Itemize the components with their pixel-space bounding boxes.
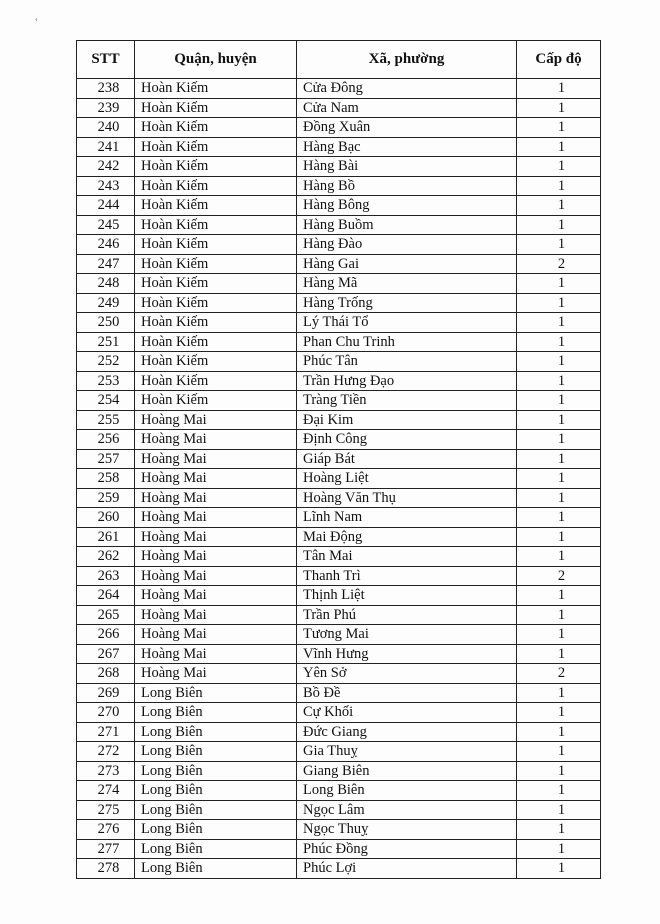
cell-level: 1 <box>517 859 601 879</box>
cell-level: 1 <box>517 235 601 255</box>
cell-stt: 268 <box>77 664 135 684</box>
cell-ward: Cự Khối <box>297 703 517 723</box>
cell-stt: 261 <box>77 527 135 547</box>
cell-district: Hoàn Kiếm <box>135 274 297 294</box>
cell-district: Long Biên <box>135 722 297 742</box>
table-row <box>77 683 601 703</box>
cell-stt: 246 <box>77 235 135 255</box>
cell-district: Hoàn Kiếm <box>135 118 297 138</box>
table-row <box>77 488 601 508</box>
cell-stt: 254 <box>77 391 135 411</box>
cell-level: 1 <box>517 157 601 177</box>
table-row <box>77 605 601 625</box>
table-row <box>77 644 601 664</box>
cell-level: 1 <box>517 742 601 762</box>
cell-district: Hoàng Mai <box>135 527 297 547</box>
cell-district: Hoàn Kiếm <box>135 371 297 391</box>
cell-ward: Hàng Bạc <box>297 137 517 157</box>
cell-stt: 245 <box>77 215 135 235</box>
table-row <box>77 118 601 138</box>
cell-level: 2 <box>517 254 601 274</box>
table-row <box>77 586 601 606</box>
cell-stt: 255 <box>77 410 135 430</box>
table-row <box>77 449 601 469</box>
cell-district: Hoàn Kiếm <box>135 235 297 255</box>
cell-ward: Giang Biên <box>297 761 517 781</box>
cell-district: Hoàn Kiếm <box>135 157 297 177</box>
cell-ward: Đại Kim <box>297 410 517 430</box>
table-row <box>77 332 601 352</box>
header-ward: Xã, phường <box>297 41 517 79</box>
table-row <box>77 371 601 391</box>
table-row <box>77 625 601 645</box>
cell-stt: 265 <box>77 605 135 625</box>
cell-ward: Tràng Tiền <box>297 391 517 411</box>
table-row <box>77 781 601 801</box>
cell-stt: 242 <box>77 157 135 177</box>
table-row <box>77 761 601 781</box>
cell-stt: 263 <box>77 566 135 586</box>
header-level: Cấp độ <box>517 41 601 79</box>
cell-level: 1 <box>517 508 601 528</box>
cell-ward: Định Công <box>297 430 517 450</box>
cell-district: Hoàng Mai <box>135 469 297 489</box>
cell-stt: 275 <box>77 800 135 820</box>
cell-level: 1 <box>517 176 601 196</box>
cell-level: 1 <box>517 547 601 567</box>
cell-ward: Tương Mai <box>297 625 517 645</box>
cell-level: 1 <box>517 137 601 157</box>
cell-district: Hoàn Kiếm <box>135 79 297 99</box>
cell-level: 1 <box>517 761 601 781</box>
cell-level: 1 <box>517 293 601 313</box>
cell-stt: 248 <box>77 274 135 294</box>
cell-district: Hoàng Mai <box>135 449 297 469</box>
table-row <box>77 274 601 294</box>
cell-district: Long Biên <box>135 683 297 703</box>
cell-level: 1 <box>517 488 601 508</box>
table-row <box>77 800 601 820</box>
table-row <box>77 352 601 372</box>
cell-ward: Thanh Trì <box>297 566 517 586</box>
cell-level: 1 <box>517 800 601 820</box>
cell-district: Hoàn Kiếm <box>135 176 297 196</box>
table-row <box>77 839 601 859</box>
cell-district: Hoàn Kiếm <box>135 196 297 216</box>
cell-level: 2 <box>517 566 601 586</box>
cell-ward: Hàng Bồ <box>297 176 517 196</box>
cell-ward: Đồng Xuân <box>297 118 517 138</box>
cell-stt: 241 <box>77 137 135 157</box>
cell-stt: 260 <box>77 508 135 528</box>
cell-level: 1 <box>517 274 601 294</box>
corner-mark: ‹ <box>35 14 38 24</box>
cell-ward: Bồ Đề <box>297 683 517 703</box>
cell-level: 1 <box>517 98 601 118</box>
cell-ward: Hàng Trống <box>297 293 517 313</box>
table-row <box>77 469 601 489</box>
cell-ward: Hoàng Liệt <box>297 469 517 489</box>
table-header <box>77 41 601 79</box>
cell-district: Hoàng Mai <box>135 625 297 645</box>
cell-level: 1 <box>517 605 601 625</box>
cell-district: Hoàng Mai <box>135 430 297 450</box>
table-row <box>77 703 601 723</box>
cell-ward: Hàng Buồm <box>297 215 517 235</box>
cell-ward: Vĩnh Hưng <box>297 644 517 664</box>
table-row <box>77 254 601 274</box>
cell-district: Long Biên <box>135 820 297 840</box>
cell-level: 1 <box>517 196 601 216</box>
cell-level: 1 <box>517 586 601 606</box>
cell-ward: Đức Giang <box>297 722 517 742</box>
table-row <box>77 742 601 762</box>
cell-ward: Hàng Đào <box>297 235 517 255</box>
cell-district: Hoàng Mai <box>135 605 297 625</box>
cell-district: Hoàn Kiếm <box>135 293 297 313</box>
cell-district: Hoàn Kiếm <box>135 313 297 333</box>
cell-stt: 249 <box>77 293 135 313</box>
cell-ward: Trần Hưng Đạo <box>297 371 517 391</box>
ward-level-table <box>76 40 601 879</box>
cell-ward: Hàng Bông <box>297 196 517 216</box>
cell-level: 1 <box>517 430 601 450</box>
cell-district: Hoàng Mai <box>135 488 297 508</box>
cell-stt: 250 <box>77 313 135 333</box>
table-row <box>77 196 601 216</box>
header-stt: STT <box>77 41 135 79</box>
cell-stt: 272 <box>77 742 135 762</box>
table-row <box>77 391 601 411</box>
cell-ward: Trần Phú <box>297 605 517 625</box>
table-row <box>77 566 601 586</box>
cell-district: Hoàn Kiếm <box>135 332 297 352</box>
cell-ward: Gia Thuỵ <box>297 742 517 762</box>
cell-level: 1 <box>517 644 601 664</box>
cell-ward: Tân Mai <box>297 547 517 567</box>
cell-district: Hoàn Kiếm <box>135 254 297 274</box>
cell-district: Hoàng Mai <box>135 566 297 586</box>
cell-level: 1 <box>517 118 601 138</box>
cell-level: 1 <box>517 527 601 547</box>
table-row <box>77 157 601 177</box>
cell-ward: Ngọc Lâm <box>297 800 517 820</box>
cell-level: 1 <box>517 625 601 645</box>
cell-stt: 267 <box>77 644 135 664</box>
cell-district: Hoàn Kiếm <box>135 98 297 118</box>
cell-level: 1 <box>517 469 601 489</box>
cell-stt: 273 <box>77 761 135 781</box>
cell-district: Hoàn Kiếm <box>135 215 297 235</box>
table-row <box>77 547 601 567</box>
cell-stt: 276 <box>77 820 135 840</box>
cell-level: 1 <box>517 391 601 411</box>
table-row <box>77 215 601 235</box>
cell-ward: Hàng Mã <box>297 274 517 294</box>
cell-district: Long Biên <box>135 761 297 781</box>
cell-district: Long Biên <box>135 859 297 879</box>
table-row <box>77 664 601 684</box>
cell-stt: 251 <box>77 332 135 352</box>
cell-district: Hoàng Mai <box>135 547 297 567</box>
cell-level: 1 <box>517 215 601 235</box>
table-row <box>77 176 601 196</box>
cell-district: Hoàn Kiếm <box>135 137 297 157</box>
cell-district: Hoàng Mai <box>135 664 297 684</box>
cell-stt: 277 <box>77 839 135 859</box>
cell-stt: 262 <box>77 547 135 567</box>
cell-ward: Mai Động <box>297 527 517 547</box>
cell-stt: 270 <box>77 703 135 723</box>
table-row <box>77 235 601 255</box>
cell-ward: Phúc Lợi <box>297 859 517 879</box>
cell-ward: Giáp Bát <box>297 449 517 469</box>
cell-ward: Long Biên <box>297 781 517 801</box>
cell-level: 1 <box>517 449 601 469</box>
cell-stt: 257 <box>77 449 135 469</box>
table-row <box>77 98 601 118</box>
table-row <box>77 410 601 430</box>
cell-ward: Lĩnh Nam <box>297 508 517 528</box>
cell-stt: 244 <box>77 196 135 216</box>
cell-stt: 264 <box>77 586 135 606</box>
table-row <box>77 527 601 547</box>
cell-level: 1 <box>517 683 601 703</box>
cell-level: 1 <box>517 722 601 742</box>
table-row <box>77 508 601 528</box>
cell-district: Hoàn Kiếm <box>135 352 297 372</box>
cell-ward: Phan Chu Trinh <box>297 332 517 352</box>
cell-ward: Yên Sở <box>297 664 517 684</box>
table-row <box>77 722 601 742</box>
table-row <box>77 313 601 333</box>
cell-ward: Thịnh Liệt <box>297 586 517 606</box>
cell-district: Long Biên <box>135 781 297 801</box>
cell-level: 1 <box>517 352 601 372</box>
cell-district: Long Biên <box>135 800 297 820</box>
cell-stt: 240 <box>77 118 135 138</box>
cell-stt: 256 <box>77 430 135 450</box>
cell-stt: 247 <box>77 254 135 274</box>
table-row <box>77 137 601 157</box>
cell-stt: 238 <box>77 79 135 99</box>
cell-district: Long Biên <box>135 742 297 762</box>
cell-stt: 278 <box>77 859 135 879</box>
cell-ward: Hoàng Văn Thụ <box>297 488 517 508</box>
cell-level: 1 <box>517 820 601 840</box>
cell-level: 2 <box>517 664 601 684</box>
cell-stt: 243 <box>77 176 135 196</box>
cell-ward: Phúc Tân <box>297 352 517 372</box>
cell-district: Hoàng Mai <box>135 410 297 430</box>
cell-stt: 271 <box>77 722 135 742</box>
cell-level: 1 <box>517 781 601 801</box>
cell-ward: Hàng Bài <box>297 157 517 177</box>
cell-stt: 266 <box>77 625 135 645</box>
cell-ward: Cửa Nam <box>297 98 517 118</box>
table-body <box>77 79 601 879</box>
cell-ward: Lý Thái Tổ <box>297 313 517 333</box>
cell-ward: Hàng Gai <box>297 254 517 274</box>
cell-level: 1 <box>517 332 601 352</box>
cell-stt: 252 <box>77 352 135 372</box>
table-row <box>77 293 601 313</box>
header-district: Quận, huyện <box>135 41 297 79</box>
cell-ward: Phúc Đồng <box>297 839 517 859</box>
table-row <box>77 430 601 450</box>
cell-stt: 274 <box>77 781 135 801</box>
cell-district: Hoàng Mai <box>135 508 297 528</box>
table-row <box>77 820 601 840</box>
cell-district: Hoàn Kiếm <box>135 391 297 411</box>
cell-level: 1 <box>517 313 601 333</box>
cell-stt: 269 <box>77 683 135 703</box>
cell-level: 1 <box>517 371 601 391</box>
table-row <box>77 79 601 99</box>
table-row <box>77 859 601 879</box>
cell-level: 1 <box>517 79 601 99</box>
cell-level: 1 <box>517 839 601 859</box>
cell-stt: 253 <box>77 371 135 391</box>
cell-district: Hoàng Mai <box>135 586 297 606</box>
cell-district: Long Biên <box>135 703 297 723</box>
cell-level: 1 <box>517 410 601 430</box>
cell-ward: Cửa Đông <box>297 79 517 99</box>
cell-district: Hoàng Mai <box>135 644 297 664</box>
cell-level: 1 <box>517 703 601 723</box>
cell-district: Long Biên <box>135 839 297 859</box>
cell-stt: 258 <box>77 469 135 489</box>
cell-ward: Ngọc Thuỵ <box>297 820 517 840</box>
cell-stt: 259 <box>77 488 135 508</box>
cell-stt: 239 <box>77 98 135 118</box>
